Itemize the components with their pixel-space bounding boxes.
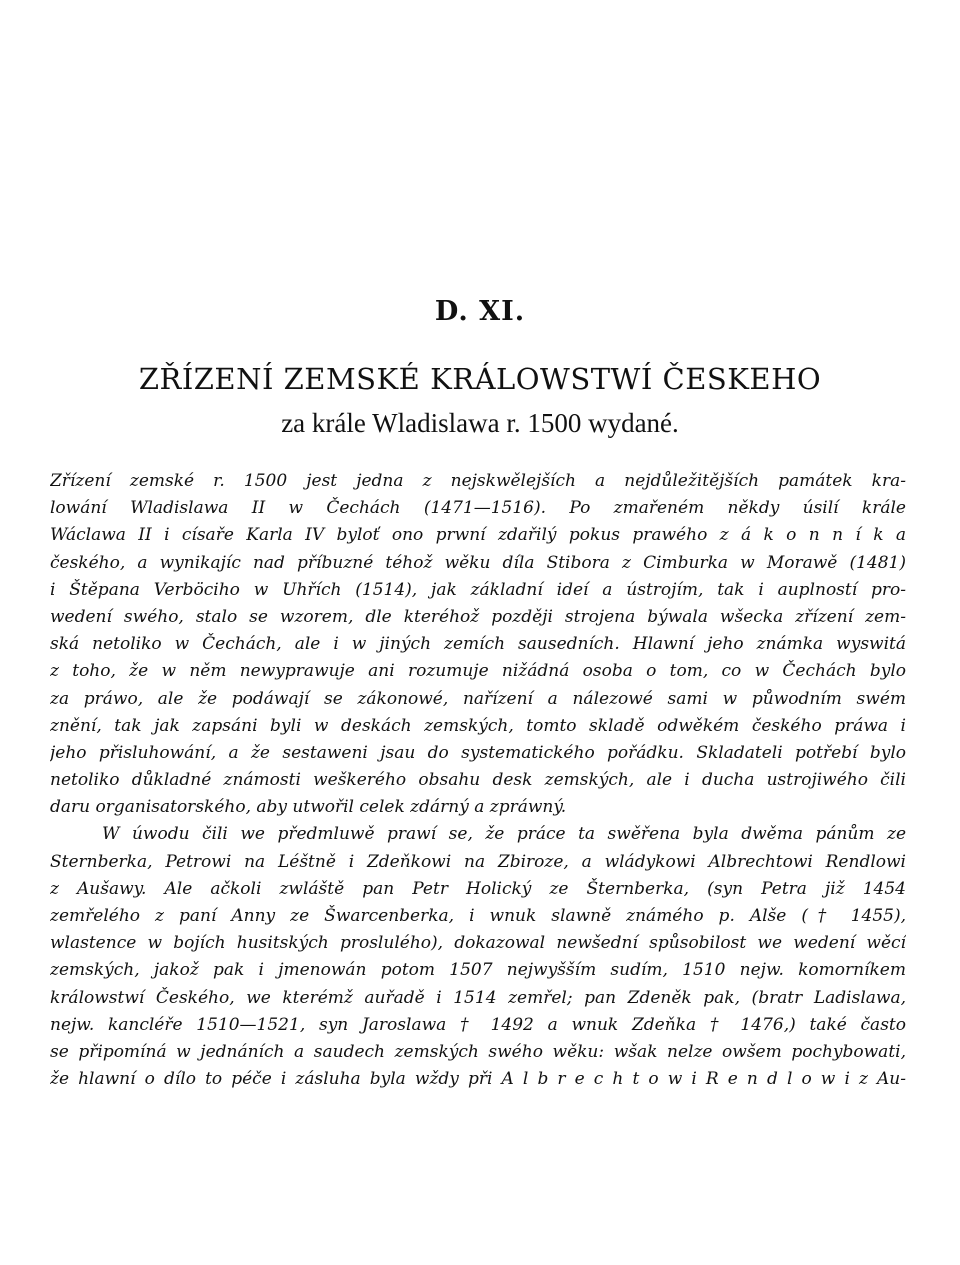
text-line: králowstwí Českého, we kterémž auřadě i 1514 zemřel; pan Zdeněk pak, (bratr Ladislawa, bbox=[50, 987, 906, 1008]
text-line: lowání Wladislawa II w Čechách (1471—1516). Po zmařeném někdy úsilí krále bbox=[50, 498, 906, 519]
document-subtitle: za krále Wladislawa r. 1500 wydané. bbox=[281, 408, 679, 438]
section-number: D. XI. bbox=[434, 296, 526, 327]
text-line: Zřízení zemské r. 1500 jest jedna z nejskwělejších a nejdůležitějších památek kra- bbox=[50, 471, 906, 491]
text-line: W úwodu čili we předmluwě prawí se, že práce ta swěřena byla dwěma pánům ze bbox=[102, 824, 906, 845]
text-line: z Aušawy. Ale ačkoli zwláště pan Petr Holický ze Šternberka, (syn Petra již 1454 bbox=[50, 878, 906, 899]
text-line: znění, tak jak zapsáni byli w deskách zemských, tomto skladě odwěkém českého práwa i bbox=[50, 715, 906, 736]
text-line: Wáclawa II i císaře Karla IV byloť ono prwní zdařilý pokus prawého z á k o n n í k a bbox=[50, 525, 906, 546]
text-line: zemských, jakož pak i jmenowán potom 1507 nejwyšším sudím, 1510 nejw. komorníkem bbox=[50, 960, 906, 981]
text-line: netoliko důkladné známosti weškerého obsahu desk zemských, ale i ducha ustrojiwého čili bbox=[50, 770, 906, 791]
text-line: nejw. kancléře 1510—1521, syn Jaroslawa † 1492 a wnuk Zdeňka † 1476,) také často bbox=[50, 1014, 906, 1035]
text-line: že hlawní o dílo to péče i zásluha byla wždy při A l b r e c h t o w i R e n d l o w i z Au- bbox=[50, 1069, 906, 1090]
text-line: ská netoliko w Čechách, ale i w jiných zemích sausedních. Hlawní jeho známka wyswitá bbox=[50, 634, 906, 655]
body-text bbox=[50, 468, 906, 1093]
text-line: wedení swého, stalo se wzorem, dle kteréhož později strojena býwala wšecka zřízení zem- bbox=[50, 606, 906, 627]
text-line: i Štěpana Verböciho w Uhřích (1514), jak základní ideí a ústrojím, tak i auplností pro- bbox=[50, 579, 906, 600]
text-line: wlastence w bojích husitských proslulého), dokazowal newšední spůsobilost we wedení wěcí bbox=[50, 933, 906, 954]
text-line: z toho, že w něm newyprawuje ani rozumuje nižádná osoba o tom, co w Čechách bylo bbox=[50, 661, 906, 682]
text-line: za práwo, ale že podáwají se zákonowé, nařízení a nálezowé sami w půwodním swém bbox=[50, 688, 906, 709]
text-line: českého, a wynikajíc nad příbuzné téhož wěku díla Stibora z Cimburka w Morawě (1481) bbox=[50, 552, 906, 573]
text-line: daru organisatorského, aby utwořil celek zdárný a zpráwný. bbox=[50, 797, 567, 818]
text-line: jeho přisluhowání, a že sestaweni jsau do systematického pořádku. Skladateli potřebí bylo bbox=[50, 742, 906, 763]
text-line: zemřelého z paní Anny ze Šwarcenberka, i wnuk slawně známého p. Alše († 1455), bbox=[50, 906, 906, 926]
text-line: Sternberka, Petrowi na Léštně i Zdeňkowi na Zbiroze, a wládykowi Albrechtowi Rendlowi bbox=[50, 851, 906, 872]
document-title: ZŘÍZENÍ ZEMSKÉ KRÁLOWSTWÍ ČESKEHO bbox=[138, 362, 822, 396]
text-line: se připomíná w jednáních a saudech zemských swého wěku: wšak nelze owšem pochybowati, bbox=[50, 1041, 906, 1062]
